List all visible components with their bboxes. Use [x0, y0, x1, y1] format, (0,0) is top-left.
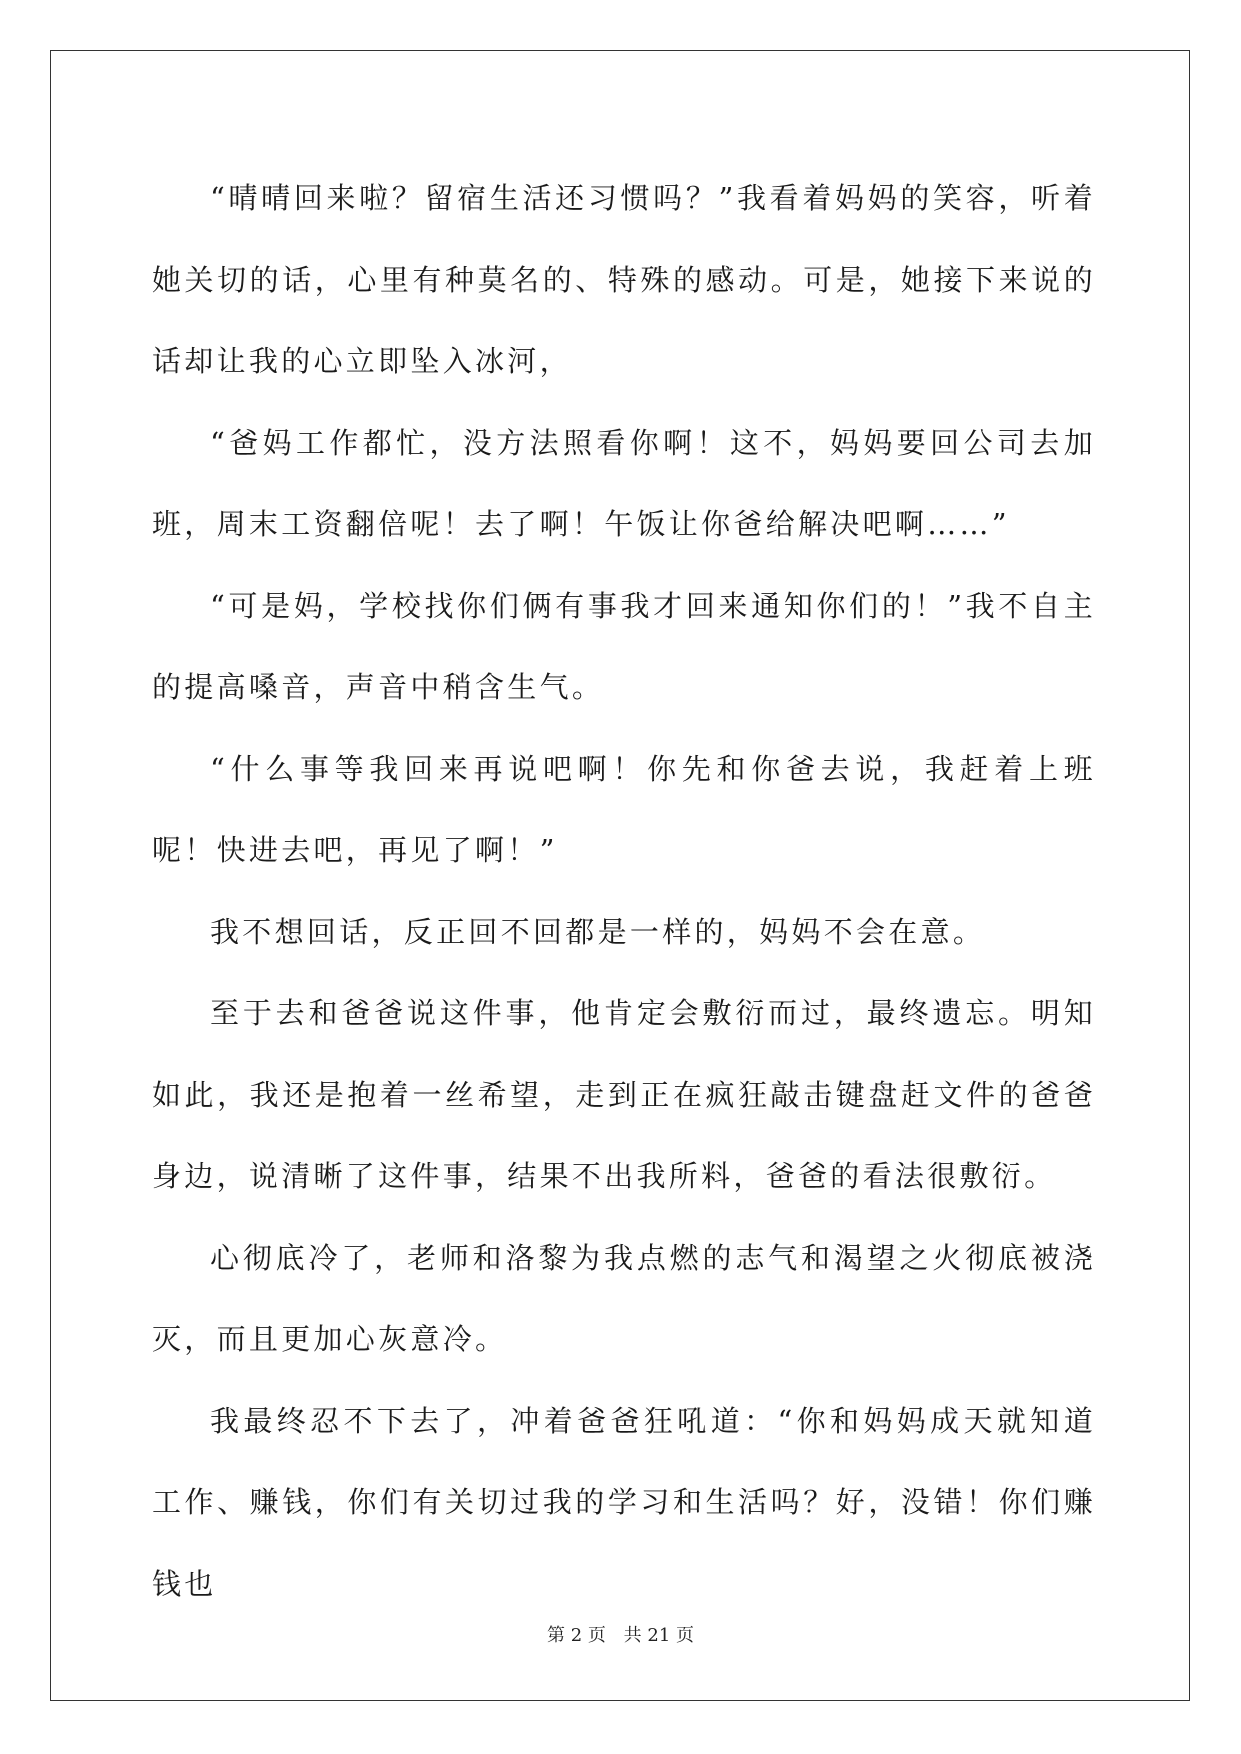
- document-body: [152, 158, 1096, 1625]
- paragraph: 我不想回话，反正回不回都是一样的，妈妈不会在意。: [210, 914, 986, 949]
- page-total: 共 21 页: [623, 1625, 694, 1646]
- paragraph: “什么事等我回来再说吧啊！你先和你爸去说，我赶着上班呢！快进去吧，再见了啊！”: [152, 751, 1096, 867]
- paragraph: 至于去和爸爸说这件事，他肯定会敷衍而过，最终遗忘。明知如此，我还是抱着一丝希望，走到正在疯狂敲击键盘赶文件的爸爸身边，说清晰了这件事，结果不出我所料，爸爸的看法很敷衍。: [152, 996, 1096, 1193]
- paragraph: “可是妈，学校找你们俩有事我才回来通知你们的！”我不自主的提高嗓音，声音中稍含生气。: [152, 588, 1096, 704]
- paragraph: 我最终忍不下去了，冲着爸爸狂吼道：“你和妈妈成天就知道工作、赚钱，你们有关切过我的学习和生活吗？好，没错！你们赚钱也: [152, 1403, 1096, 1601]
- page-number: 第 2 页: [547, 1625, 606, 1646]
- paragraph: 心彻底冷了，老师和洛黎为我点燃的志气和渴望之火彻底被浇灭，而且更加心灰意冷。: [152, 1240, 1096, 1356]
- paragraph: “晴晴回来啦？留宿生活还习惯吗？”我看着妈妈的笑容，听着她关切的话，心里有种莫名的、特殊的感动。可是，她接下来说的话却让我的心立即坠入冰河，: [152, 181, 1096, 378]
- page-footer: [0, 1621, 1241, 1647]
- paragraph: “爸妈工作都忙，没方法照看你啊！这不，妈妈要回公司去加班，周末工资翻倍呢！去了啊！午饭让你爸给解决吧啊……”: [152, 425, 1096, 541]
